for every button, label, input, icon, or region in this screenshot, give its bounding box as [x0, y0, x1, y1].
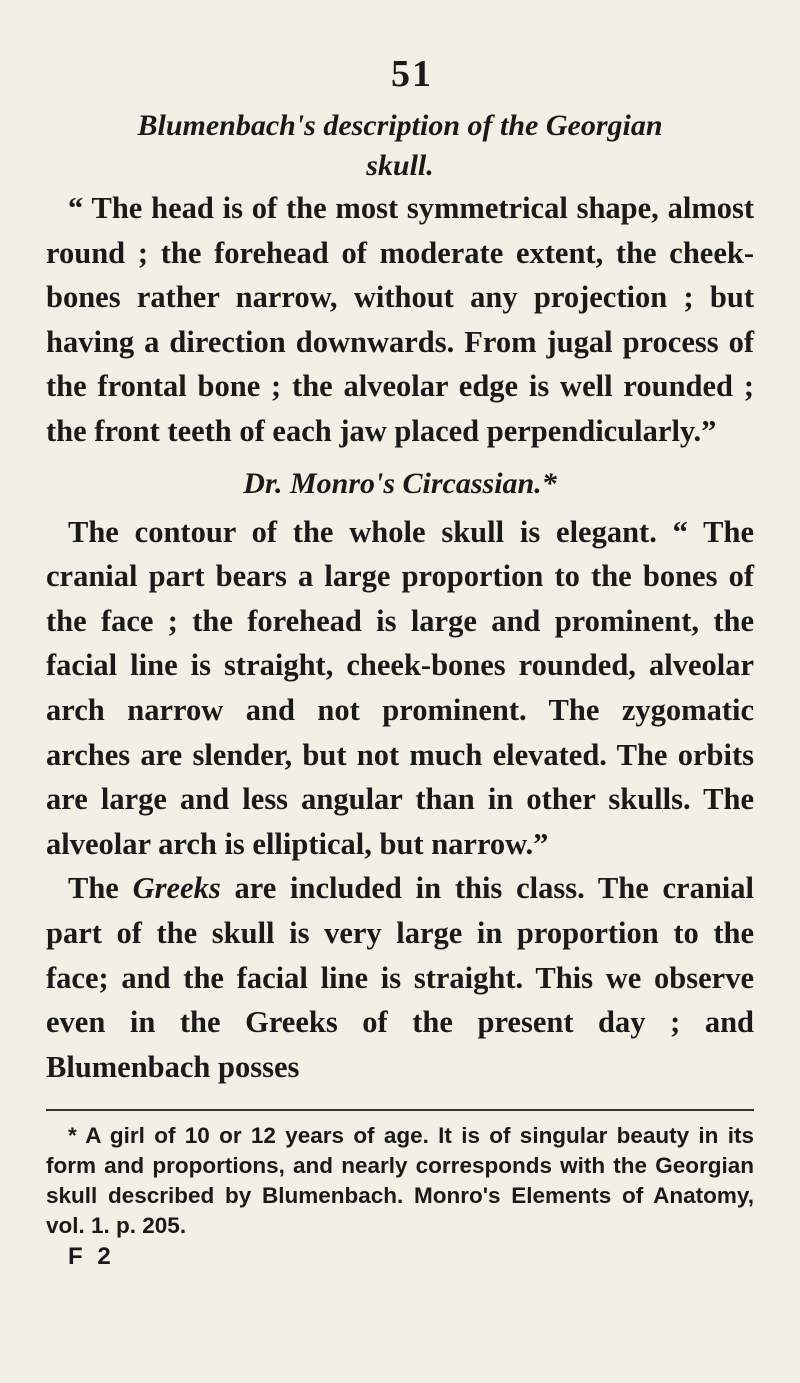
section-heading [46, 106, 754, 186]
subheading: Dr. Monro's Circassian.* [243, 466, 557, 500]
greeks-emphasis: Greeks [132, 871, 221, 906]
footnote-divider [46, 1109, 754, 1111]
signature-mark: F 2 [68, 1243, 115, 1271]
page-number: 51 [391, 53, 433, 95]
contour-paragraph: The contour of the whole skull is elegant. “ The cranial part bears a large proportion to the bones of the face ; the forehead is large and prominent, the facial line is straight, cheek-bones rounded, alveolar arch narrow and not prominent. The zygomatic arches are slender, but not much elevated. The orbits are large and less angular than in other skulls. The alveolar arch is elliptical, but narrow.” [46, 514, 754, 861]
heading-line-2: skull. [366, 149, 434, 182]
greeks-text-before: The [68, 871, 133, 906]
greeks-text-after: are included in this class. The cranial part of the skull is very large in proportion to the face; and the facial line is straight. This we observe even in the Greeks of the present day ; and Blumenbach posses [46, 871, 754, 1084]
quote-paragraph: “ The head is of the most symmetrical shape, almost round ; the forehead of moderate extent, the cheek-bones rather narrow, without any projection ; but having a direction downwards. From jugal process of the frontal bone ; the alveolar edge is well rounded ; the front teeth of each jaw placed perpendicularly.” [46, 191, 754, 448]
heading-line-1: Blumenbach's description of the Georgian [137, 109, 663, 142]
book-page [46, 52, 754, 1271]
footnote: * A girl of 10 or 12 years of age. It is of singular beauty in its form and proportions, and nearly corresponds with the Georgian skull described by Blumenbach. Monro's Elements of Anatomy, vol. 1. p. 205. [46, 1123, 754, 1239]
greeks-paragraph [46, 866, 754, 1089]
